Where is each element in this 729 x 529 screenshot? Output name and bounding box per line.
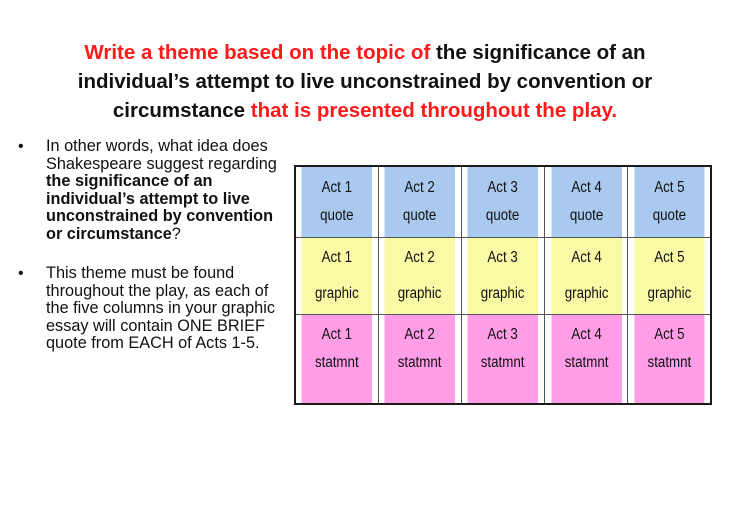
cell-type-label: quote bbox=[652, 207, 686, 224]
cell-act-label: Act 2 bbox=[404, 326, 435, 343]
statement-row bbox=[295, 315, 711, 405]
cell-type-label: statmnt bbox=[314, 354, 359, 371]
bullet-1-text: In other words, what idea does Shakespeare suggest regarding bbox=[46, 137, 277, 173]
grid-cell bbox=[550, 315, 622, 405]
slide-title bbox=[40, 38, 690, 125]
cell-act-label: Act 4 bbox=[570, 179, 602, 196]
cell-act-label: Act 5 bbox=[653, 179, 685, 196]
cell-act-label: Act 3 bbox=[487, 179, 519, 196]
bullet-2-text: This theme must be found throughout the play, as each of the five columns in your graphic essay will contain ONE BRIEF quote from EACH of Acts 1-5. bbox=[46, 264, 275, 352]
bullet-1-end: ? bbox=[171, 224, 181, 243]
cell-type-label: statmnt bbox=[397, 354, 442, 371]
cell-type-label: graphic bbox=[647, 285, 692, 302]
grid-cell bbox=[550, 166, 622, 238]
cell-act-label: Act 5 bbox=[653, 249, 685, 266]
grid-cell bbox=[301, 238, 373, 315]
cell-act-label: Act 3 bbox=[487, 326, 519, 343]
grid-cell bbox=[384, 166, 456, 238]
grid-cell bbox=[384, 315, 456, 405]
cell-type-label: quote bbox=[486, 207, 520, 224]
cell-act-label: Act 3 bbox=[487, 249, 519, 266]
grid-cell bbox=[301, 166, 373, 238]
quote-row bbox=[295, 166, 711, 238]
title-prefix: Write a theme based on the topic of bbox=[84, 41, 436, 64]
cell-act-label: Act 1 bbox=[321, 326, 352, 343]
graphic-essay-grid bbox=[294, 165, 712, 405]
cell-type-label: statmnt bbox=[481, 354, 525, 371]
bullet-item-2 bbox=[18, 265, 288, 353]
grid-cell bbox=[634, 315, 706, 405]
cell-type-label: quote bbox=[569, 207, 603, 224]
cell-act-label: Act 2 bbox=[404, 249, 435, 266]
cell-type-label: graphic bbox=[314, 285, 359, 302]
bullet-1-topic: the significance of an individual’s attempt to live unconstrained by convention or circumstance bbox=[46, 172, 274, 243]
cell-act-label: Act 4 bbox=[570, 326, 602, 343]
cell-act-label: Act 2 bbox=[404, 179, 435, 196]
cell-type-label: graphic bbox=[397, 285, 442, 302]
grid-cell bbox=[384, 238, 456, 315]
cell-act-label: Act 1 bbox=[321, 249, 352, 266]
cell-act-label: Act 4 bbox=[570, 249, 602, 266]
title-topic: the significance of an individual’s attempt to live unconstrained by convention or circumstance bbox=[77, 41, 653, 122]
graphic-row bbox=[295, 238, 711, 315]
grid-cell bbox=[467, 315, 539, 405]
cell-type-label: graphic bbox=[481, 285, 525, 302]
grid-cell bbox=[634, 238, 706, 315]
grid-cell bbox=[550, 238, 622, 315]
title-suffix: that is presented throughout the play. bbox=[245, 99, 618, 122]
grid-cell bbox=[467, 166, 539, 238]
cell-type-label: statmnt bbox=[647, 354, 692, 371]
cell-type-label: statmnt bbox=[564, 354, 609, 371]
cell-act-label: Act 5 bbox=[653, 326, 685, 343]
grid-cell bbox=[301, 315, 373, 405]
bullet-list bbox=[18, 138, 288, 353]
grid-cell bbox=[467, 238, 539, 315]
cell-type-label: graphic bbox=[564, 285, 609, 302]
grid-cell bbox=[634, 166, 706, 238]
bullet-item-1 bbox=[18, 138, 288, 243]
cell-type-label: quote bbox=[320, 207, 354, 224]
cell-type-label: quote bbox=[403, 207, 437, 224]
cell-act-label: Act 1 bbox=[321, 179, 352, 196]
